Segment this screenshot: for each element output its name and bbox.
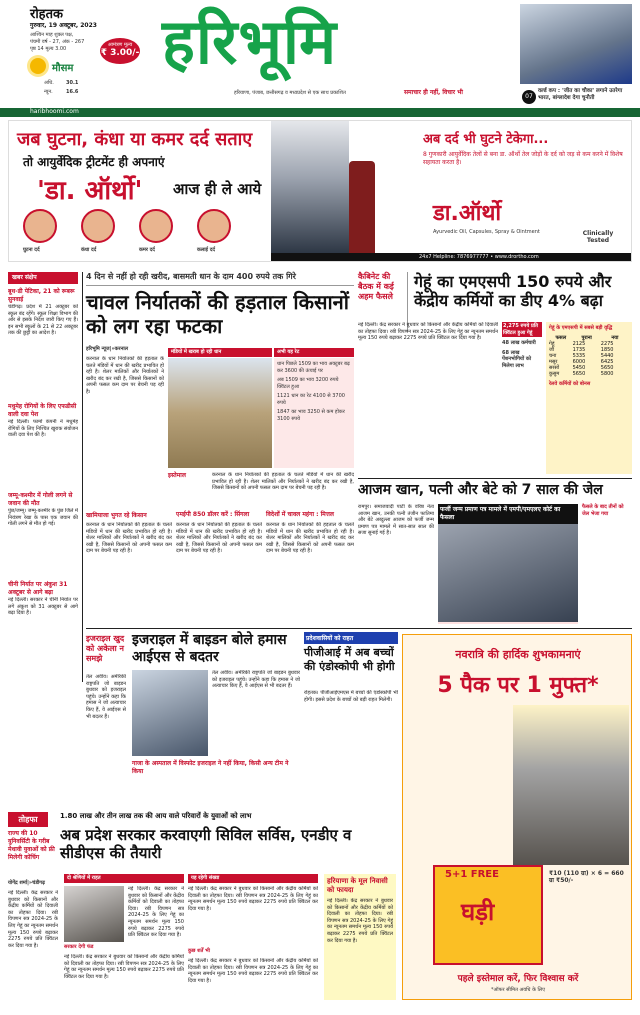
divider bbox=[358, 478, 632, 479]
brief-title-3[interactable]: जम्मू-कश्मीर में गोली लगने से जवान की मौत bbox=[8, 492, 73, 507]
th-new: नया bbox=[611, 334, 619, 341]
sun-icon bbox=[30, 58, 46, 74]
table-row: सरसों 5450 5650 bbox=[549, 364, 614, 371]
azam-photo-box bbox=[438, 504, 578, 624]
bottom-right-body: नई दिल्ली। केंद्र सरकार ने बुधवार को किसानों और केंद्रीय कर्मियों को दिवाली का तोहफा दिया। रबी विपणन सत्र 2024-25 के लिए गेहूं का न्यूनतम समर्थन मूल्य 150 रुपये बढ़ाकर 2275 रुपये प्रति क्विंटल कर दिया गया है। bbox=[327, 898, 393, 944]
left-col-header: खबर संक्षेप bbox=[8, 272, 78, 284]
table-row: कुसुम 5650 5800 bbox=[549, 370, 614, 377]
rate-1: धान पिछले 1509 का भाव अक्टूबर बढ़ कर 3600 की ऊंचाई पर bbox=[277, 361, 350, 374]
wrist-icon bbox=[197, 209, 231, 243]
edition-date: गुरुवार, 19 अक्टूबर, 2023 bbox=[30, 22, 97, 29]
edition-detail-1: आश्विन माह शुक्ल पक्ष, bbox=[30, 32, 74, 38]
col-head: खामियाजा भुगत रहे किसान bbox=[86, 512, 147, 519]
pgi-tag: प्रदेशवासियों को राहत bbox=[304, 632, 398, 644]
photo-subhead: इस्तेमाल bbox=[168, 472, 186, 479]
bottom-body-3: नई दिल्ली। केंद्र सरकार ने बुधवार को किसानों और केंद्रीय कर्मियों को दिवाली का तोहफा दिया। रबी विपणन सत्र 2024-25 के लिए गेहूं का न्यूनतम समर्थन मूल्य 150 रुपये बढ़ाकर 2275 रुपये प्रति क्विंटल कर दिया गया है। bbox=[64, 954, 184, 980]
weather-min-label: न्यून. bbox=[44, 89, 53, 95]
navratri-celebrity bbox=[513, 705, 629, 865]
cabinet-headline[interactable]: गेहूं का एमएसपी 150 रुपये और केंद्रीय कर्मियों का डीए 4% बढ़ा bbox=[414, 272, 612, 310]
table-row: मसूर 6000 6425 bbox=[549, 358, 614, 365]
ad-right-text: 8 गुणकारी आयुर्वेदिक तेलों से बना डा. ऑर्थो तेल जोड़ों के दर्द को जड़ से कम करने में विशेष सहायता करता है। bbox=[423, 151, 623, 166]
rate-2: अब 1509 का भाव 3200 रुपये क्विंटल हुआ bbox=[277, 377, 339, 390]
shoulder-icon bbox=[81, 209, 115, 243]
url-bar bbox=[0, 108, 640, 117]
bottom-tag-2: यह रहेगी संख्या bbox=[188, 874, 318, 883]
price-value: ₹ 3.00/- bbox=[100, 48, 140, 58]
photo-tag: मंडियों में खराब हो रही धान bbox=[168, 348, 272, 357]
brief-body-2: नई दिल्ली। फार्मा कंपनी ने मधुमेह रोगियों के लिए निश्चित खुराक संयोजन वाली दवा पेश की है। bbox=[8, 419, 78, 439]
bottom-sub-tag: कुछ शर्तें भी bbox=[188, 948, 210, 954]
bottom-left-by: योगेंद्र शर्मा|»चंडीगढ़ bbox=[8, 880, 45, 886]
weather-max-value: 30.1 bbox=[66, 80, 79, 86]
price-badge bbox=[100, 38, 140, 64]
table-row: चना 5335 5440 bbox=[549, 352, 614, 359]
divider bbox=[82, 272, 83, 682]
edition-detail-2: पंचमी वर्ष - 27, अंक - 267 bbox=[30, 39, 85, 45]
pack-detail: ₹10 (110 ग्रा) × 6 = 660 ग्रा ₹50/- bbox=[549, 870, 624, 884]
israel-headline[interactable]: इजराइल में बाइडन बोले हमास आईएस से बदतर bbox=[132, 632, 287, 665]
pain-label-knee: घुटना दर्द bbox=[23, 247, 40, 253]
ad-bottle bbox=[349, 161, 375, 257]
weather-label: मौसम bbox=[52, 63, 74, 74]
msp-table-grid bbox=[549, 335, 629, 377]
edition-detail-3: पृष्ठ 14 मूल्य 3.00 bbox=[30, 46, 67, 52]
main-kicker: 4 दिन से नहीं हो रही खरीद, बासमती धान के दाम 400 रुपये तक गिरे bbox=[86, 272, 354, 286]
israel-body: तेल अवीव। अमेरिकी राष्ट्रपति जो बाइडन बुधवार को इजराइल पहुंचे। उन्होंने कहा कि हमास ने जो अत्याचार किए हैं, वे आईएस से भी बदतर हैं। bbox=[86, 674, 126, 720]
navratri-offer: 5 पैक पर 1 मुफ्त* bbox=[437, 673, 599, 698]
ad-brand-tail: आज ही ले आये bbox=[173, 180, 262, 198]
bottom-headline[interactable]: अब प्रदेश सरकार करवाएगी सिविल सर्विस, एनडीए व सीडीएस की तैयारी bbox=[60, 826, 352, 862]
bottom-right-title: हरियाणा के मूल निवासी को फायदा bbox=[327, 877, 388, 894]
pain-label-back: कमर दर्द bbox=[139, 247, 155, 253]
side-tag-3: 68 लाख पेंशनभोगियों को मिलेगा लाभ bbox=[502, 349, 532, 369]
weather-max-label: अधि. bbox=[44, 80, 54, 86]
bottom-tag-1: दो श्रेणियों में राहत bbox=[64, 874, 184, 883]
israel-tag: इजराइल खुद को अकेला न समझे bbox=[86, 634, 125, 663]
ad-headline: जब घुटना, कंधा या कमर दर्द सताए bbox=[17, 129, 253, 150]
side-tag-2: 48 लाख कर्मचारी bbox=[502, 340, 536, 346]
ad-brand: डा.ऑर्थो bbox=[433, 201, 502, 226]
israel-caption: गाजा के अस्पताल में विस्फोट इजराइल ने नहीं किया, किसी अन्य टीम ने किया bbox=[132, 760, 289, 775]
rates-tag: अभी यह रेट bbox=[274, 348, 354, 357]
azam-sub: फर्जी जन्म प्रमाण पत्र मामले में एमपी/एमएलए कोर्ट का फैसला bbox=[438, 504, 578, 524]
pain-label-wrist: कलाई दर्द bbox=[197, 247, 216, 253]
ad-brand-quote: 'डा. ऑर्थो' bbox=[37, 176, 143, 206]
navratri-tagline: पहले इस्तेमाल करें, फिर विश्वास करें bbox=[457, 974, 579, 984]
ad-dr-ortho[interactable] bbox=[8, 120, 632, 262]
brief-title-2[interactable]: मधुमेह रोगियों के लिए एफडीसी वाली दवा पेश bbox=[8, 403, 77, 418]
navratri-footer: *ऑफर सीमित अवधि के लिए bbox=[491, 987, 545, 993]
bottom-left-title: राज्य की 10 युनिवर्सिटी के गरीब मेधावी युवाओं को फ्री मिलेगी कोचिंग bbox=[8, 830, 55, 861]
main-byline: हरिभूमि न्यूज|»करनाल bbox=[86, 346, 129, 352]
main-body-col2: करनाल के धान निर्यातकों की हड़ताल के चलते मंडियों में धान की खरीद प्रभावित हो रही है। शेलर मालिकों और निर्यातकों ने खरीद बंद कर रखी है, जिससे किसानों को अपनी फसल कम दाम पर बेचनी पड़ रही है। bbox=[212, 472, 354, 492]
tagline: समाचार ही नहीं, विचार भी bbox=[404, 89, 463, 96]
bottom-body-1: नई दिल्ली। केंद्र सरकार ने बुधवार को किसानों और केंद्रीय कर्मियों को दिवाली का तोहफा दिया। रबी विपणन सत्र 2024-25 के लिए गेहूं का न्यूनतम समर्थन मूल्य 150 रुपये बढ़ाकर 2275 रुपये प्रति क्विंटल कर दिया गया है। bbox=[8, 890, 58, 949]
pack-brand: घड़ी bbox=[461, 898, 495, 926]
ad-clinically-tested: Clinically Tested bbox=[582, 230, 614, 244]
rates-box bbox=[274, 358, 354, 468]
masthead bbox=[0, 0, 640, 118]
navratri-greet: नवरात्रि की हार्दिक शुभकामनाएं bbox=[455, 648, 581, 661]
bonus-head: रेलवे कर्मियों को बोनस bbox=[549, 380, 591, 387]
brief-title-4[interactable]: चीनी निर्यात पर अंकुश 31 अक्टूबर से आगे बढ़ा bbox=[8, 581, 68, 596]
weather-min-value: 16.6 bbox=[66, 89, 79, 95]
table-row: गेहूं 2125 2275 bbox=[549, 340, 614, 347]
back-icon bbox=[139, 209, 173, 243]
ad-helpline: 24x7 Helpline: 7876977777 • www.drortho.com bbox=[419, 254, 539, 260]
israel-body-2: तेल अवीव। अमेरिकी राष्ट्रपति जो बाइडन बुधवार को इजराइल पहुंचे। उन्होंने कहा कि हमास ने जो अत्याचार किए हैं, वे आईएस से भी बदतर हैं। bbox=[212, 670, 300, 690]
right-teaser-text[interactable]: वर्ल्ड कप : 'जीत का चौका' लगाने उतरेगा भारत, बांग्लादेश देगा चुनौती bbox=[538, 88, 623, 101]
ad-sub: तो आयुर्वेदिक ट्रीटमेंट ही अपनाएं bbox=[23, 155, 165, 169]
azam-photo bbox=[438, 524, 578, 622]
msp-table-title: गेहूं के एमएसपी में सबसे बड़ी वृद्धि bbox=[549, 325, 613, 331]
newspaper-logo[interactable]: हरिभूमि bbox=[162, 5, 338, 78]
cabinet-left-tag: कैबिनेट की बैठक में कई अहम फैसले bbox=[358, 272, 394, 301]
bottom-badge: तोहफा bbox=[8, 812, 48, 827]
right-teaser-num: 07 bbox=[522, 90, 536, 104]
pgi-headline[interactable]: पीजीआई में अब बच्चों की एंडोस्कोपी भी होगी bbox=[304, 646, 395, 673]
pack-offer: 5+1 FREE bbox=[445, 869, 499, 880]
box-head-1: एमईपी 850 डॉलर करें : सिंगला bbox=[176, 511, 250, 518]
left-column bbox=[8, 272, 78, 682]
cricket-photo bbox=[520, 4, 632, 84]
site-url[interactable]: haribhoomi.com bbox=[30, 108, 79, 115]
pain-icons bbox=[17, 209, 247, 261]
ad-right-head: अब दर्द भी घुटने टेकेगा... bbox=[423, 132, 549, 147]
azam-body: रामपुर। समाजवादी पार्टी के वरिष्ठ नेता आजम खान, उनकी पत्नी तंजीन फातिमा और बेटे अब्दुल्ला आजम को फर्जी जन्म प्रमाण पत्र मामले में सात-सात साल की सजा सुनाई गई है। bbox=[358, 504, 434, 537]
ad-brand-sub: Ayurvedic Oil, Capsules, Spray & Ointment bbox=[433, 229, 540, 235]
th-crop: फसल bbox=[555, 334, 567, 341]
azam-headline[interactable]: आजम खान, पत्नी और बेटे को 7 साल की जेल bbox=[358, 482, 603, 498]
bottom-body-5: नई दिल्ली। केंद्र सरकार ने बुधवार को किसानों और केंद्रीय कर्मियों को दिवाली का तोहफा दिया। रबी विपणन सत्र 2024-25 के लिए गेहूं का न्यूनतम समर्थन मूल्य 150 रुपये बढ़ाकर 2275 रुपये प्रति क्विंटल कर दिया गया है। bbox=[188, 958, 318, 984]
edition-city: रोहतक bbox=[30, 7, 63, 22]
bottom-body-2: नई दिल्ली। केंद्र सरकार ने बुधवार को किसानों और केंद्रीय कर्मियों को दिवाली का तोहफा दिया। रबी विपणन सत्र 2024-25 के लिए गेहूं का न्यूनतम समर्थन मूल्य 150 रुपये बढ़ाकर 2275 रुपये प्रति क्विंटल कर दिया गया है। bbox=[128, 886, 184, 939]
box-body-1: करनाल के धान निर्यातकों की हड़ताल के चलते मंडियों में धान की खरीद प्रभावित हो रही है। शेलर मालिकों और निर्यातकों ने खरीद बंद कर रखी है, जिससे किसानों को अपनी फसल कम दाम पर बेचनी पड़ रही है। bbox=[176, 522, 262, 555]
main-body-col3: करनाल के धान निर्यातकों की हड़ताल के चलते मंडियों में धान की खरीद प्रभावित हो रही है। शेलर मालिकों और निर्यातकों ने खरीद बंद कर रखी है, जिससे किसानों को अपनी फसल कम दाम पर बेचनी पड़ रही है। bbox=[86, 522, 172, 555]
main-headline[interactable]: चावल निर्यातकों की हड़ताल किसानों को लग रहा फटका bbox=[86, 290, 349, 338]
box-head-2: विदेशों में चावल महंगा : मित्तल bbox=[266, 511, 334, 518]
biden-photo bbox=[132, 670, 208, 756]
knee-icon bbox=[23, 209, 57, 243]
pgi-body: रोहतक। पीजीआईएमएस में बच्चों की एंडोस्कोपी भी होगी। इससे प्रदेश के बच्चों को बड़ी राहत मिलेगी। bbox=[304, 690, 398, 703]
side-tag-1: 2,275 रुपये प्रति क्विंटल हुआ गेहूं bbox=[502, 322, 542, 337]
main-body-col1: करनाल के धान निर्यातकों की हड़ताल के चलते मंडियों में धान की खरीद प्रभावित हो रही है। शेलर मालिकों और निर्यातकों ने खरीद बंद कर रखी है, जिससे किसानों को अपनी फसल कम दाम पर बेचनी पड़ रही है। bbox=[86, 356, 164, 395]
th-old: पुराना bbox=[581, 334, 592, 341]
bottom-right bbox=[324, 874, 396, 1000]
logo-subtitle: हरियाणा, पंजाब, छत्तीसगढ़ व मध्यप्रदेश से एक साथ प्रकाशित bbox=[234, 90, 346, 96]
rate-4: 1847 का भाव 3250 से कम होकर 3100 रुपये bbox=[277, 409, 345, 422]
msp-table bbox=[546, 322, 632, 474]
cabinet-body: नई दिल्ली। केंद्र सरकार ने बुधवार को किसानों और केंद्रीय कर्मियों को दिवाली का तोहफा दिया। रबी विपणन सत्र 2024-25 के लिए गेहूं का न्यूनतम समर्थन मूल्य 150 रुपये बढ़ाकर 2275 रुपये प्रति क्विंटल कर दिया गया है। bbox=[358, 322, 498, 342]
pain-label-shoulder: कंधा दर्द bbox=[81, 247, 97, 253]
brief-body-4: नई दिल्ली। सरकार ने चीनी निर्यात पर लगे अंकुश को 31 अक्टूबर से आगे बढ़ा दिया है। bbox=[8, 597, 78, 617]
brief-body-3: पुंछ/जम्मू। जम्मू-कश्मीर के पुंछ जिले में नियंत्रण रेखा के पास एक जवान की गोली लगने से मौत हो गई। bbox=[8, 508, 78, 528]
paddy-photo bbox=[168, 358, 272, 468]
price-label: आमंत्रण मूल्य bbox=[107, 42, 133, 48]
bottom-photo bbox=[64, 886, 124, 942]
rate-3: 1121 धान का रेट 4100 से 3700 रुपये bbox=[277, 393, 345, 406]
brief-body-1: चंडीगढ़। प्रदेश में 21 अक्टूबर को स्कूल बंद रहेंगे। स्कूल शिक्षा विभाग की ओर से इसके निर्देश जारी किए गए हैं। इन सभी स्कूलों के 21 से 22 अक्टूबर तक की छुट्टी का आदेश है। bbox=[8, 304, 78, 337]
azam-side: फैसले के बाद तीनों को जेल भेजा गया bbox=[582, 504, 624, 517]
cabinet-side bbox=[502, 322, 542, 474]
ad-actor-photo bbox=[271, 121, 349, 262]
quote-name: सरकार देगी फंड bbox=[64, 944, 94, 950]
bottom-body-4: नई दिल्ली। केंद्र सरकार ने बुधवार को किसानों और केंद्रीय कर्मियों को दिवाली का तोहफा दिया। रबी विपणन सत्र 2024-25 के लिए गेहूं का न्यूनतम समर्थन मूल्य 150 रुपये बढ़ाकर 2275 रुपये प्रति क्विंटल कर दिया गया है। bbox=[188, 886, 318, 912]
ad-navratri[interactable] bbox=[402, 634, 632, 1000]
table-row: जौ 1735 1850 bbox=[549, 346, 614, 353]
box-body-2: करनाल के धान निर्यातकों की हड़ताल के चलते मंडियों में धान की खरीद प्रभावित हो रही है। शेलर मालिकों और निर्यातकों ने खरीद बंद कर रखी है, जिससे किसानों को अपनी फसल कम दाम पर बेचनी पड़ रही है। bbox=[266, 522, 354, 555]
brief-title-1[interactable]: बूथ-डी पेटिका, 21 को रूबरू सुनवाई bbox=[8, 288, 75, 303]
bottom-kicker: 1.80 लाख और तीन लाख तक की आय वाले परिवारों के युवाओं को लाभ bbox=[60, 812, 252, 820]
main-story bbox=[86, 272, 354, 624]
divider bbox=[86, 628, 632, 629]
